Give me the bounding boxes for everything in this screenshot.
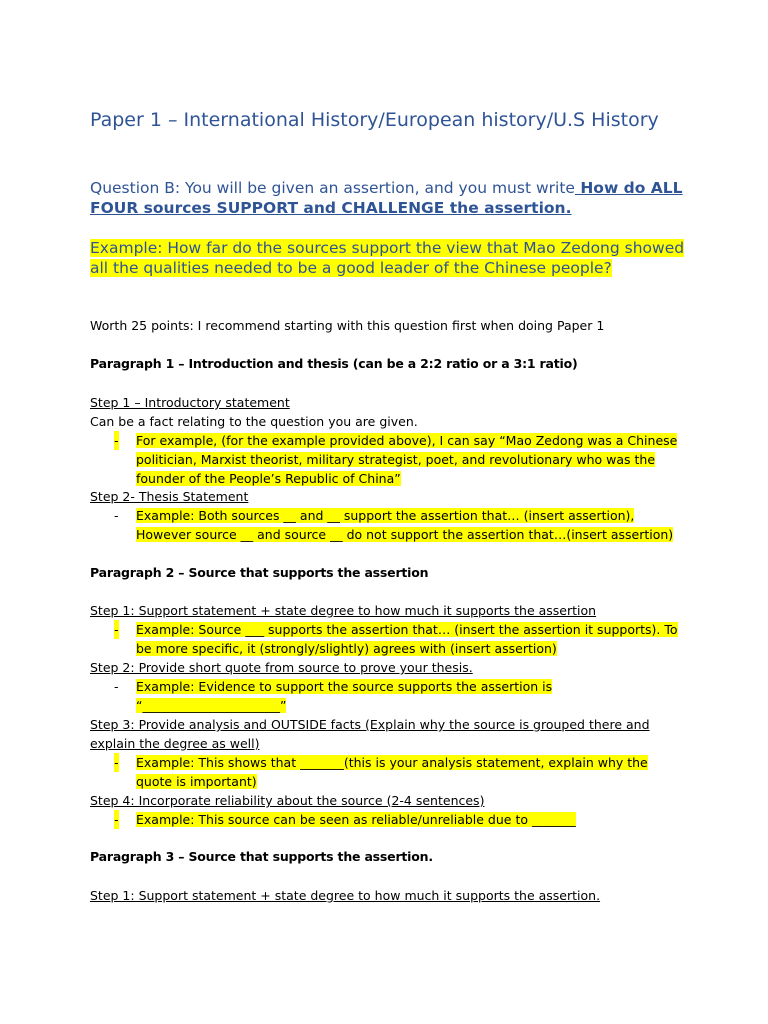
- bullet-dash: -: [114, 679, 119, 694]
- paragraph-1-heading: Paragraph 1 – Introduction and thesis (can be a 2:2 ratio or a 3:1 ratio): [90, 356, 578, 371]
- p2-step2-example: [136, 677, 681, 715]
- page-title: Paper 1 – International History/European history/U.S History: [90, 109, 659, 131]
- p2-step1-example-text: Example: Source ___ supports the assertion that… (insert the assertion it supports). To be more specific, it (strongly/slightly) agrees with (insert assertion): [136, 622, 678, 656]
- worth-points-note: Worth 25 points: I recommend starting with this question first when doing Paper 1: [90, 318, 605, 333]
- bullet-dash: -: [114, 508, 119, 523]
- bullet-dash: -: [114, 812, 119, 827]
- p1-step1-label: Step 1 – Introductory statement: [90, 395, 290, 410]
- p2-step3-example: [136, 753, 681, 791]
- bullet-dash: -: [114, 755, 119, 770]
- p2-step2-label: Step 2: Provide short quote from source to prove your thesis.: [90, 660, 473, 675]
- p1-step1-description: Can be a fact relating to the question you are given.: [90, 414, 418, 429]
- question-prefix: Question B: You will be given an assertion, and you must write: [90, 179, 575, 197]
- example-question: [90, 238, 690, 278]
- paragraph-2-heading: Paragraph 2 – Source that supports the assertion: [90, 565, 429, 580]
- p1-step2-label: Step 2- Thesis Statement: [90, 489, 249, 504]
- example-question-text: Example: How far do the sources support the view that Mao Zedong showed all the qualities needed to be a good leader of the Chinese people?: [90, 239, 685, 277]
- p2-step3-label: Step 3: Provide analysis and OUTSIDE facts (Explain why the source is grouped there and explain the degree as well): [90, 717, 650, 751]
- p2-step2-example-text: Example: Evidence to support the source supports the assertion is “______________________”: [136, 679, 553, 713]
- p2-step1-label: Step 1: Support statement + state degree to how much it supports the assertion: [90, 603, 597, 618]
- p2-step4-label: Step 4: Incorporate reliability about the source (2-4 sentences): [90, 793, 485, 808]
- p2-step1-example: [136, 620, 681, 658]
- p2-step4-example: [136, 810, 681, 829]
- bullet-dash: -: [114, 433, 119, 448]
- p1-step2-example-text: Example: Both sources __ and __ support the assertion that… (insert assertion), However source __ and source __ do not support the assertion that…(insert assertion): [136, 508, 674, 542]
- question-emphasis: How do ALL FOUR sources SUPPORT and CHALLENGE the assertion.: [90, 179, 683, 217]
- p2-step4-example-text: Example: This source can be seen as reliable/unreliable due to _______: [136, 812, 576, 827]
- p1-step1-example-text: For example, (for the example provided above), I can say “Mao Zedong was a Chinese politician, Marxist theorist, military strategist, poet, and revolutionary who was the founder of the People’s Republic of China”: [136, 433, 678, 486]
- p3-step1-label: Step 1: Support statement + state degree to how much it supports the assertion.: [90, 888, 601, 903]
- bullet-dash: -: [114, 622, 119, 637]
- p1-step2-example: [136, 506, 681, 544]
- question-statement: [90, 178, 690, 218]
- p2-step3-example-text: Example: This shows that _______(this is your analysis statement, explain why the quote is important): [136, 755, 648, 789]
- p1-step1-example: [136, 431, 681, 488]
- paragraph-3-heading: Paragraph 3 – Source that supports the assertion.: [90, 849, 433, 864]
